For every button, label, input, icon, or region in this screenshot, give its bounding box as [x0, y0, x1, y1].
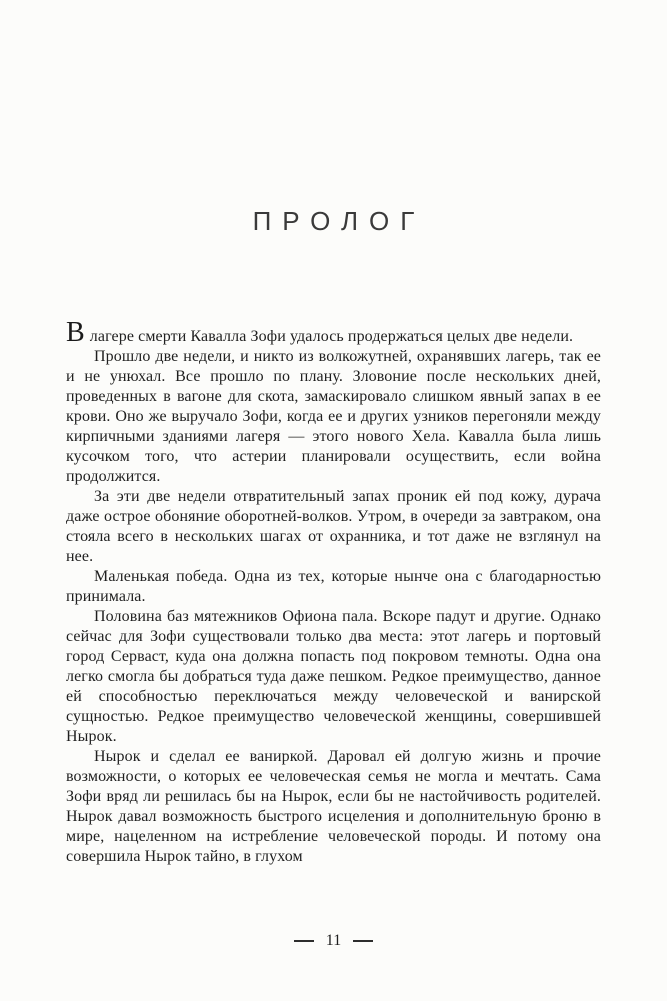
footer-rule-left	[294, 940, 314, 942]
footer-rule-right	[353, 940, 373, 942]
paragraph: Прошло две недели, и никто из волкожутней, охранявших лагерь, так ее и не унюхал. Все прошло по плану. Зловоние после нескольких дней, проведенных в вагоне для скота, замаскировало слишком явный запах в ее крови. Оно же выручало Зофи, когда ее и других узников перегоняли между кирпичными зданиями лагеря — этого нового Хела. Кавалла была лишь кусочком того, что астерии планировали осуществить, если война продолжится.	[66, 348, 601, 485]
paragraph: Нырок и сделал ее ваниркой. Даровал ей долгую жизнь и прочие возможности, о которых ее человеческая семья не могла и мечтать. Сама Зофи вряд ли решилась бы на Нырок, если бы не настойчивость родителей. Нырок давал возможность быстрого исцеления и дополнительную броню в мире, нацеленном на истребление человеческой породы. И потому она совершила Нырок тайно, в глухом	[66, 748, 601, 865]
paragraph: Половина баз мятежников Офиона пала. Вскоре падут и другие. Однако сейчас для Зофи существовали только два места: этот лагерь и портовый город Серваст, куда она должна попасть под покровом темноты. Одна она легко смогла бы добраться туда даже пешком. Редкое преимущество, данное ей способностью переключаться между человеческой и ванирской сущностью. Редкое преимущество человеческой женщины, совершившей Нырок.	[66, 608, 601, 745]
paragraph	[66, 317, 601, 348]
paragraph-text: лагере смерти Кавалла Зофи удалось продержаться целых две недели.	[89, 328, 574, 345]
paragraph: За эти две недели отвратительный запах проник ей под кожу, дурача даже острое обоняние оборотней-волков. Утром, в очереди за завтраком, она стояла всего в нескольких шагах от охранника, и тот даже не взглянул на нее.	[66, 488, 601, 565]
page-footer	[0, 933, 667, 949]
chapter-title: ПРОЛОГ	[252, 206, 426, 236]
drop-cap: В	[66, 317, 85, 348]
page-number: 11	[325, 932, 342, 949]
paragraph: Маленькая победа. Одна из тех, которые нынче она с благодарностью принимала.	[66, 568, 601, 605]
prologue-text	[66, 317, 601, 867]
